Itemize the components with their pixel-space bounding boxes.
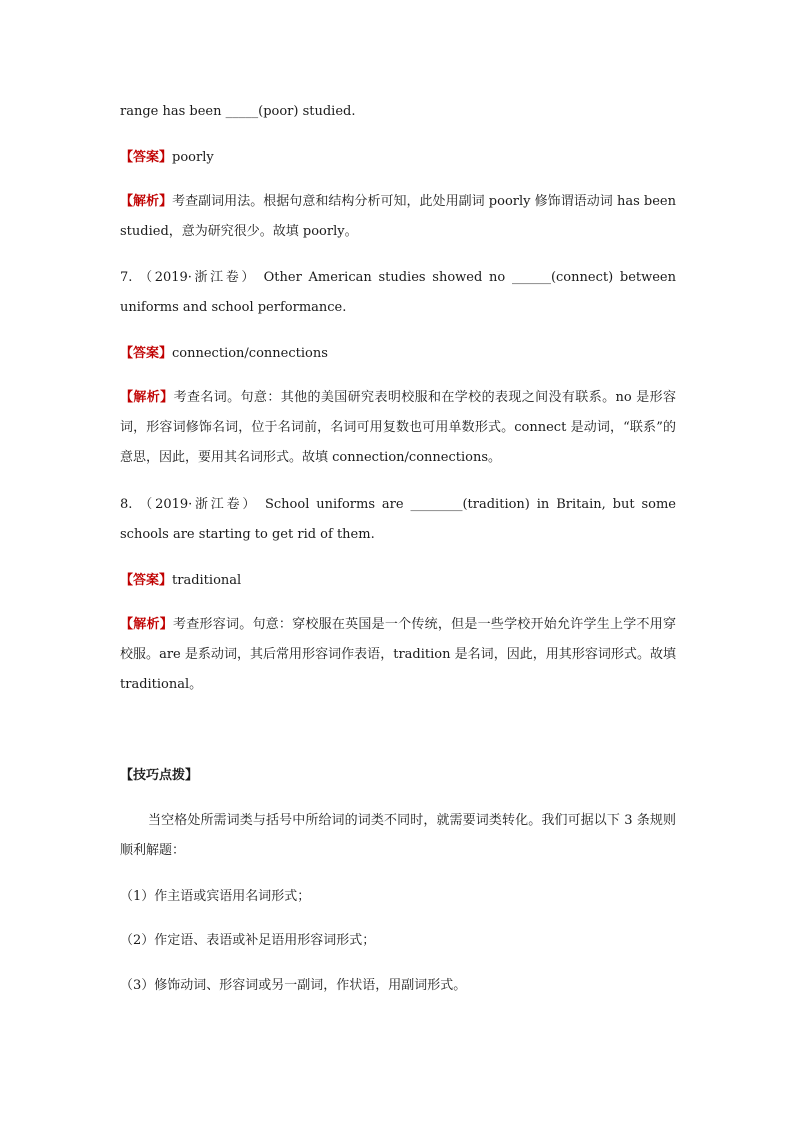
answer-block [120, 143, 676, 173]
tips-rule: （3）修饰动词、形容词或另一副词，作状语，用副词形式。 [120, 978, 467, 993]
answer-text: poorly [172, 150, 214, 165]
analysis-tag: 【解析】 [120, 390, 174, 405]
tips-rule: （1）作主语或宾语用名词形式； [120, 889, 311, 904]
answer-tag: 【答案】 [120, 150, 173, 165]
analysis-tag: 【解析】 [120, 194, 173, 209]
question-text: 8. （2019·浙江卷） School uniforms are ________(tradition) in Britain, but some schools are starting to get rid of them. [120, 497, 676, 542]
question-text: range has been _____(poor) studied. [120, 104, 356, 119]
answer-block [120, 566, 676, 596]
answer-tag: 【答案】 [120, 573, 173, 588]
tips-title: 【技巧点拨】 [120, 768, 199, 783]
tips-intro: 当空格处所需词类与括号中所给词的词类不同时，就需要词类转化。我们可据以下 3 条规则顺利解题： [120, 813, 676, 858]
analysis-block [120, 610, 676, 700]
question-8 [120, 490, 676, 550]
question-7 [120, 263, 676, 323]
answer-text: connection/connections [172, 346, 328, 361]
analysis-block [120, 187, 676, 247]
answer-text: traditional [172, 573, 242, 588]
tips-rule: （2）作定语、表语或补足语用形容词形式； [120, 933, 376, 948]
question-continuation [120, 97, 676, 127]
question-text: 7. （2019·浙江卷） Other American studies showed no ______(connect) between uniforms and school performance. [120, 270, 676, 315]
analysis-text: 考查名词。句意：其他的美国研究表明校服和在学校的表现之间没有联系。no 是形容词，形容词修饰名词，位于名词前，名词可用复数也可用单数形式。connect 是动词，“联系”的意思，因此，要用其名词形式。故填 connection/connections。 [120, 390, 676, 465]
analysis-text: 考查副词用法。根据句意和结构分析可知，此处用副词 poorly 修饰谓语动词 has been studied，意为研究很少。故填 poorly。 [120, 194, 676, 239]
answer-tag: 【答案】 [120, 346, 173, 361]
analysis-text: 考查形容词。句意：穿校服在英国是一个传统，但是一些学校开始允许学生上学不用穿校服。are 是系动词，其后常用形容词作表语，tradition 是名词，因此，用其形容词形式。故填 traditional。 [120, 617, 676, 692]
answer-block [120, 339, 676, 369]
analysis-tag: 【解析】 [120, 617, 173, 632]
analysis-block [120, 383, 676, 473]
document-page [120, 0, 676, 1123]
